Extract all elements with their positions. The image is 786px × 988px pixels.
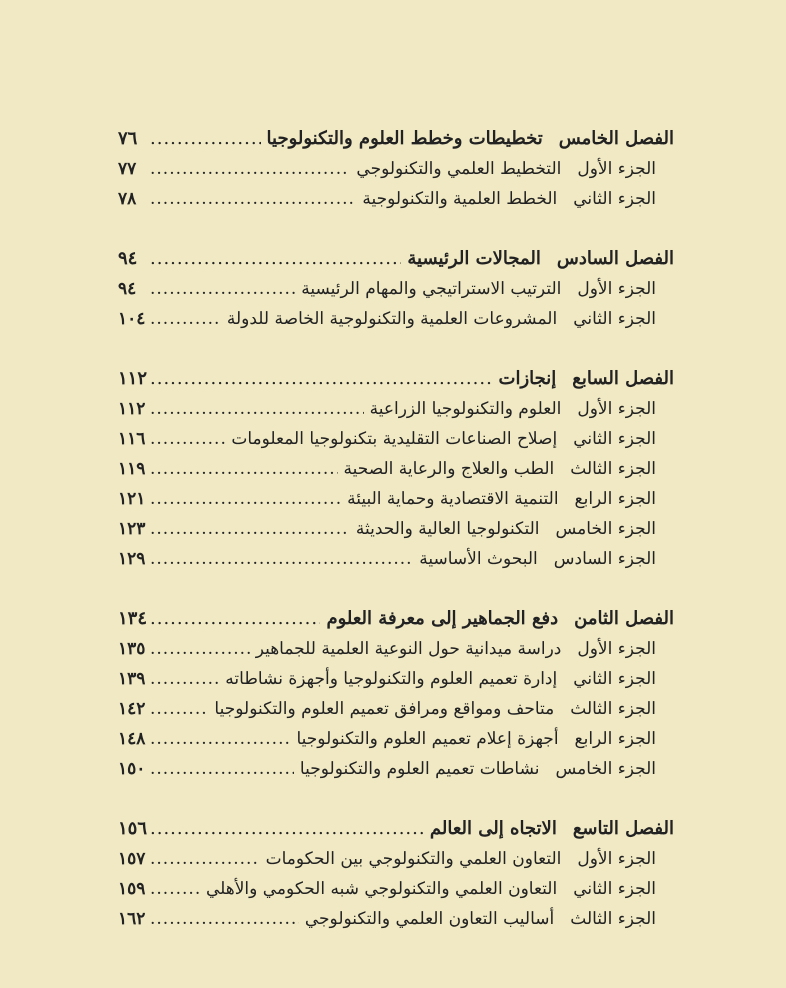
page-number: ١٢٣ bbox=[118, 519, 146, 539]
page-number: ١١٩ bbox=[118, 459, 146, 479]
page-number: ٩٤ bbox=[118, 248, 138, 269]
dot-leader bbox=[150, 544, 413, 574]
part-label: الجزء الثاني bbox=[573, 309, 656, 329]
dot-leader bbox=[150, 844, 260, 874]
part-label: الجزء الأول bbox=[577, 399, 656, 419]
page-number: ١٠٤ bbox=[118, 309, 146, 329]
chapter-entry[interactable] bbox=[118, 124, 674, 154]
dot-leader bbox=[150, 184, 356, 214]
part-title: الترتيب الاستراتيجي والمهام الرئيسية bbox=[301, 279, 562, 299]
chapter-title: تخطيطات وخطط العلوم والتكنولوجيا bbox=[266, 128, 543, 149]
dot-leader bbox=[150, 454, 338, 484]
dot-leader bbox=[150, 274, 295, 304]
page-number: ١١٦ bbox=[118, 429, 146, 449]
chapter-entry[interactable] bbox=[118, 244, 674, 274]
page-number: ٩٤ bbox=[118, 279, 137, 299]
part-title: دراسة ميدانية حول النوعية العلمية للجماهير bbox=[255, 639, 562, 659]
part-entry[interactable] bbox=[118, 634, 674, 664]
part-title: الطب والعلاج والرعاية الصحية bbox=[343, 459, 555, 479]
page-number: ١١٢ bbox=[118, 399, 146, 419]
chapter-title: إنجازات bbox=[498, 368, 557, 389]
dot-leader bbox=[150, 724, 290, 754]
part-label: الجزء السادس bbox=[553, 549, 656, 569]
part-entry[interactable] bbox=[118, 394, 674, 424]
part-entry[interactable] bbox=[118, 694, 674, 724]
page-number: ٧٨ bbox=[118, 189, 137, 209]
part-label: الجزء الأول bbox=[577, 159, 656, 179]
part-title: التخطيط العلمي والتكنولوجي bbox=[356, 159, 562, 179]
part-entry[interactable] bbox=[118, 484, 674, 514]
part-entry[interactable] bbox=[118, 874, 674, 904]
part-title: الخطط العلمية والتكنولوجية bbox=[362, 189, 558, 209]
page-number: ٧٧ bbox=[118, 159, 137, 179]
part-title: التعاون العلمي والتكنولوجي بين الحكومات bbox=[265, 849, 562, 869]
dot-leader bbox=[150, 364, 493, 394]
dot-leader bbox=[150, 304, 221, 334]
page-number: ١٣٤ bbox=[118, 608, 148, 629]
dot-leader bbox=[150, 124, 261, 154]
dot-leader bbox=[150, 664, 219, 694]
part-label: الجزء الأول bbox=[577, 849, 656, 869]
part-label: الجزء الثاني bbox=[573, 189, 656, 209]
dot-leader bbox=[150, 154, 350, 184]
part-label: الجزء الثالث bbox=[570, 909, 656, 929]
part-title: أجهزة إعلام تعميم العلوم والتكنولوجيا bbox=[296, 729, 559, 749]
chapter-6-section bbox=[118, 244, 674, 334]
part-entry[interactable] bbox=[118, 154, 674, 184]
chapter-label: الفصل السادس bbox=[556, 248, 674, 269]
part-title: التعاون العلمي والتكنولوجي شبه الحكومي والأهلي bbox=[205, 879, 558, 899]
part-label: الجزء الأول bbox=[577, 279, 656, 299]
page-number: ١٥٩ bbox=[118, 879, 146, 899]
dot-leader bbox=[150, 694, 208, 724]
part-title: نشاطات تعميم العلوم والتكنولوجيا bbox=[299, 759, 540, 779]
chapter-8-section bbox=[118, 604, 674, 784]
dot-leader bbox=[150, 814, 424, 844]
part-entry[interactable] bbox=[118, 904, 674, 934]
chapter-entry[interactable] bbox=[118, 364, 674, 394]
part-label: الجزء الثاني bbox=[573, 429, 656, 449]
part-label: الجزء الثاني bbox=[573, 669, 656, 689]
chapter-label: الفصل السابع bbox=[572, 368, 674, 389]
page-number: ١٢٩ bbox=[118, 549, 146, 569]
part-entry[interactable] bbox=[118, 514, 674, 544]
part-entry[interactable] bbox=[118, 544, 674, 574]
part-title: المشروعات العلمية والتكنولوجية الخاصة للدولة bbox=[226, 309, 558, 329]
part-entry[interactable] bbox=[118, 664, 674, 694]
part-label: الجزء الخامس bbox=[555, 759, 656, 779]
part-label: الجزء الثالث bbox=[570, 699, 656, 719]
part-entry[interactable] bbox=[118, 424, 674, 454]
part-title: البحوث الأساسية bbox=[419, 549, 538, 569]
chapter-label: الفصل الثامن bbox=[574, 608, 674, 629]
part-title: التنمية الاقتصادية وحماية البيئة bbox=[347, 489, 559, 509]
page-number: ١٣٥ bbox=[118, 639, 146, 659]
dot-leader bbox=[150, 634, 250, 664]
dot-leader bbox=[150, 874, 200, 904]
chapter-title: دفع الجماهير إلى معرفة العلوم bbox=[326, 608, 559, 629]
part-title: إصلاح الصناعات التقليدية بتكنولوجيا المعلومات bbox=[231, 429, 558, 449]
chapter-label: الفصل الخامس bbox=[558, 128, 674, 149]
chapter-5-section bbox=[118, 124, 674, 214]
part-title: التكنولوجيا العالية والحديثة bbox=[355, 519, 540, 539]
dot-leader bbox=[150, 514, 350, 544]
part-entry[interactable] bbox=[118, 184, 674, 214]
chapter-7-section bbox=[118, 364, 674, 574]
dot-leader bbox=[150, 244, 401, 274]
part-entry[interactable] bbox=[118, 724, 674, 754]
page-number: ١٤٨ bbox=[118, 729, 146, 749]
chapter-title: المجالات الرئيسية bbox=[407, 248, 541, 269]
part-label: الجزء الثاني bbox=[573, 879, 656, 899]
page-number: ٧٦ bbox=[118, 128, 138, 149]
part-title: متاحف ومواقع ومرافق تعميم العلوم والتكنولوجيا bbox=[214, 699, 555, 719]
part-entry[interactable] bbox=[118, 304, 674, 334]
part-entry[interactable] bbox=[118, 754, 674, 784]
part-entry[interactable] bbox=[118, 454, 674, 484]
part-title: أساليب التعاون العلمي والتكنولوجي bbox=[304, 909, 555, 929]
part-entry[interactable] bbox=[118, 274, 674, 304]
page-number: ١٤٢ bbox=[118, 699, 146, 719]
chapter-title: الاتجاه إلى العالم bbox=[429, 818, 557, 839]
part-label: الجزء الخامس bbox=[555, 519, 656, 539]
chapter-entry[interactable] bbox=[118, 814, 674, 844]
chapter-label: الفصل التاسع bbox=[572, 818, 674, 839]
page-number: ١٥٠ bbox=[118, 759, 146, 779]
part-entry[interactable] bbox=[118, 844, 674, 874]
chapter-9-section bbox=[118, 814, 674, 934]
chapter-entry[interactable] bbox=[118, 604, 674, 634]
part-label: الجزء الثالث bbox=[570, 459, 656, 479]
part-title: العلوم والتكنولوجيا الزراعية bbox=[369, 399, 562, 419]
dot-leader bbox=[150, 904, 299, 934]
page-number: ١٣٩ bbox=[118, 669, 146, 689]
table-of-contents bbox=[118, 124, 674, 964]
page-number: ١٥٦ bbox=[118, 818, 148, 839]
page-number: ١٥٧ bbox=[118, 849, 146, 869]
dot-leader bbox=[150, 604, 320, 634]
part-label: الجزء الرابع bbox=[574, 489, 656, 509]
dot-leader bbox=[150, 754, 294, 784]
page-number: ١٦٢ bbox=[118, 909, 146, 929]
dot-leader bbox=[150, 424, 225, 454]
dot-leader bbox=[150, 484, 341, 514]
part-label: الجزء الرابع bbox=[574, 729, 656, 749]
dot-leader bbox=[150, 394, 364, 424]
part-title: إدارة تعميم العلوم والتكنولوجيا وأجهزة نشاطاته bbox=[225, 669, 558, 689]
part-label: الجزء الأول bbox=[577, 639, 656, 659]
page-number: ١١٢ bbox=[118, 368, 148, 389]
page-number: ١٢١ bbox=[118, 489, 146, 509]
